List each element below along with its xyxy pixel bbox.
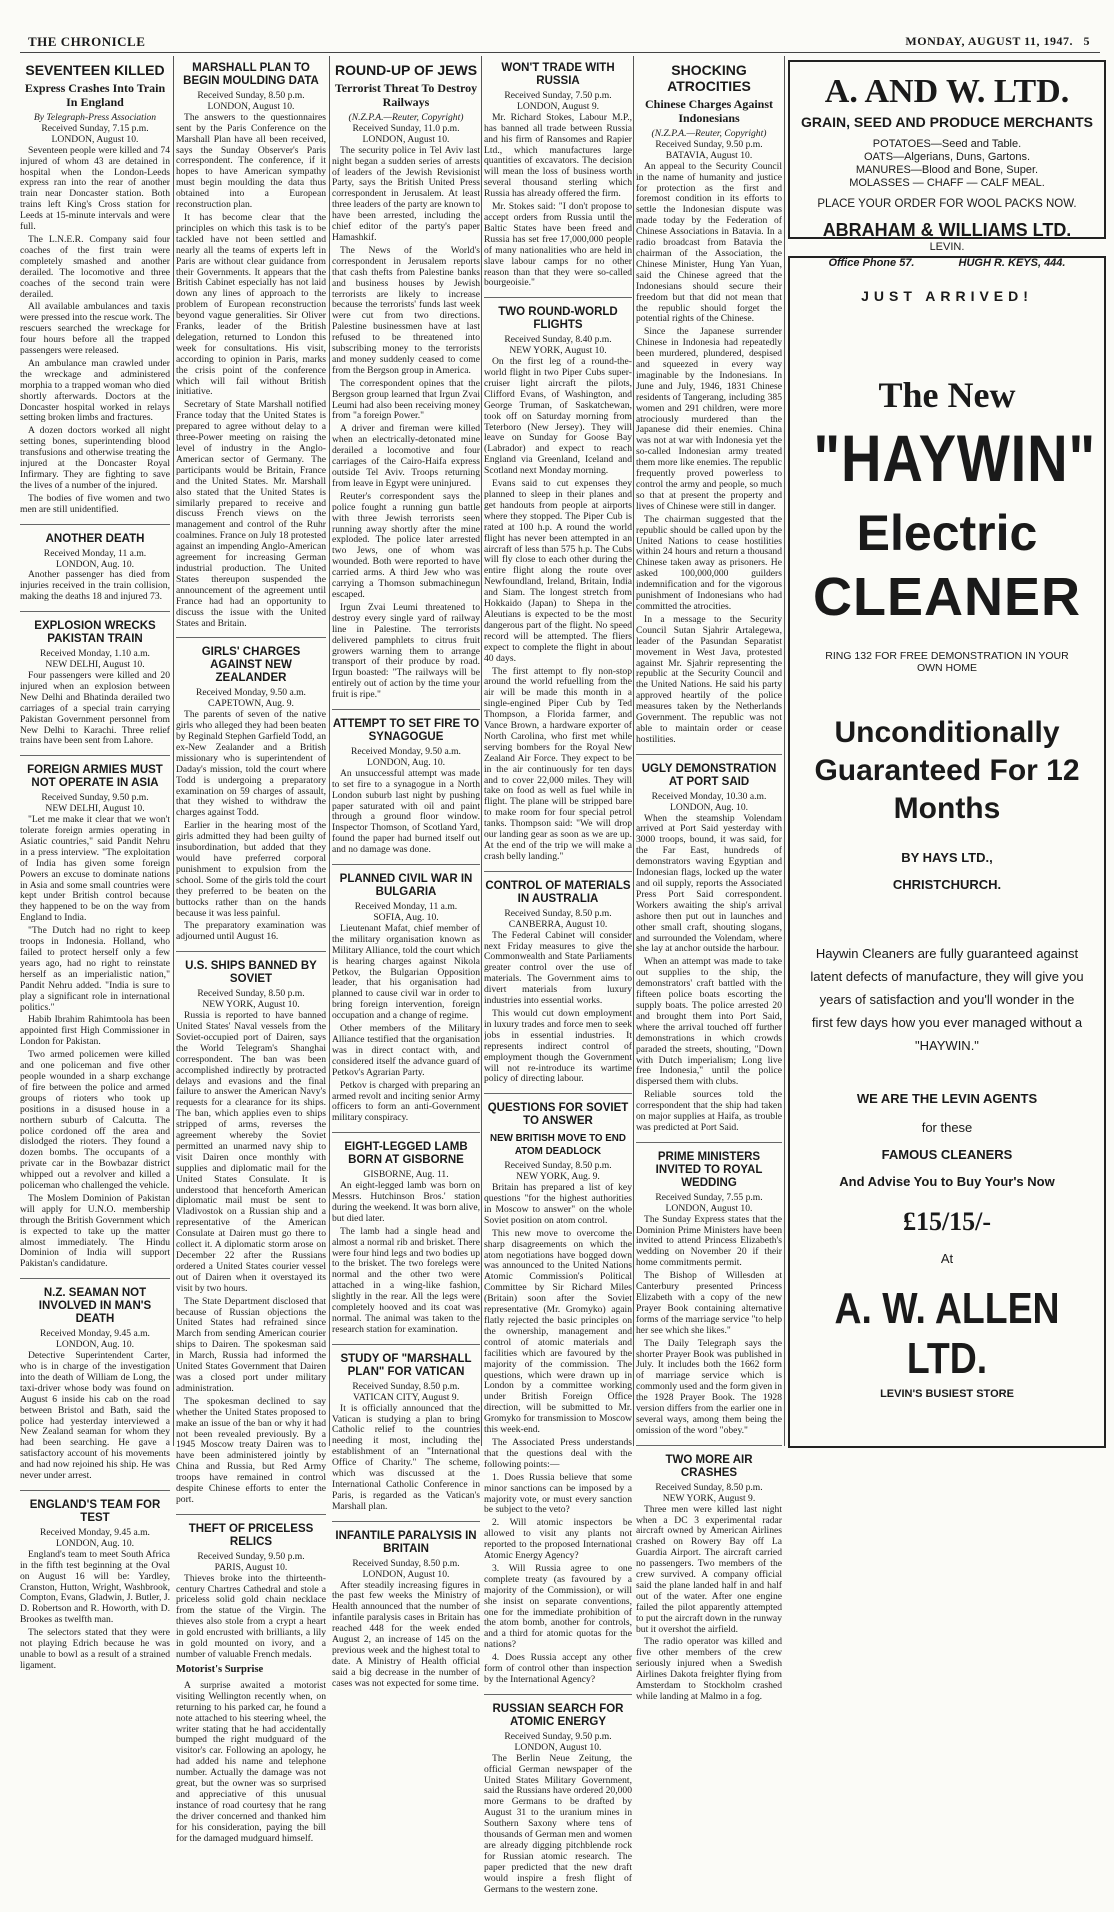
paper-name: THE CHRONICLE [28, 34, 146, 49]
credit: (N.Z.P.A.—Reuter, Copyright) [651, 128, 767, 139]
ad-town: LEVIN. [929, 241, 965, 253]
advertisement-abraham-williams [788, 60, 1106, 269]
paragraph: England's team to meet South Africa in the fifth test beginning at the Oval on August 16 will be: Yardley, Cranston, Hutton, Wright, Washbrook, Compton, Evans, Gladwin, J. Butler, J. D. Robertson and R. Howorth, with D. Brookes as twelfth man. [20, 1548, 170, 1626]
article-russian-atomic [484, 1703, 632, 1904]
paragraph: Earlier in the hearing most of the girls admitted they had been guilty of insubordination, but added that they would have preferred corporal punishment to expulsion from the school. Some of the girls told the court they preferred to be beaten on the buttocks rather than on the hands because it was less painful. [176, 820, 326, 919]
dateline: CANBERRA, August 10. [508, 918, 608, 930]
paragraph: This new move to overcome the sharp disagreements on which the atom negotiations have bogged down was announced to the United Nations Atomic Commission's Political Committee by Sir Richard Miles (Britain) soon after the Soviet representative (Mr. Gromyko) again flatly rejected the basic principles on the ownership, management and control of atomic materials and facilities which are favoured by the majority of the commission. The questions, which were drawn up in London by a committee working under British Foreign Office direction, will be submitted to Mr. Gromyko for transmission to Moscow this week-end. [484, 1227, 632, 1436]
headline: PRIME MINISTERS INVITED TO ROYAL WEDDING [655, 1150, 763, 1189]
article-port-said [636, 763, 782, 1143]
paragraph: Irgun Zvai Leumi threatened to destroy every single yard of railway line in Palestine. The terrorists delivered pamphlets to citrus fruit growers warning them to arrange transport of their produce by road. Irgun boasted: "The railways will be entirely out of action by the time your fruit is ripe." [332, 601, 480, 701]
paragraph: Mr. Stokes said: "I don't propose to accept orders from Russia until the Baltic States have been freed and Russia has set free 17,000,000 people of many nationalities who are held in slave labour camps for no other reason than that they were so-called bourgeoisie." [484, 201, 632, 289]
dateline: LONDON, Aug. 10. [55, 1537, 135, 1549]
received-time: Received Monday, 11 a.m. [43, 547, 147, 559]
paragraph: A dozen doctors worked all night setting bones, superintending blood transfusions and otherwise treating the injured at the Doncaster Royal Infirmary. They are fighting to save the lives of a number of the injured. [20, 425, 170, 491]
paragraph: The answers to the questionnaires sent by the Paris Conference on the Marshall Plan have all been received, says the Sunday Observer's Paris correspondent. The conference, if it hopes to have American sympathy must begin moulding the data thus obtained into a European reconstruction plan. [176, 111, 326, 211]
paragraph: 3. Will Russia agree to one complete treaty (as favoured by a majority of the Commission), or will she insist on separate conventions, one for the immediate prohibition of the atom bomb, another for controls, and a third for atomic quotas for the nations? [484, 1562, 632, 1651]
ad-line: MOLASSES — CHAFF — CALF MEAL. [849, 177, 1045, 189]
received-time: Received Sunday, 8.50 p.m. [655, 1481, 763, 1493]
paragraph: An eight-legged lamb was born on Messrs. Hutchinson Bros.' station during the weekend. It was born alive, but died later. [332, 1180, 480, 1224]
column-rule [784, 56, 785, 1446]
paragraph: 4. Does Russia accept any other form of control other than inspection by the International Agency? [484, 1652, 632, 1685]
article-roundup-jews [332, 62, 480, 710]
date-text: MONDAY, AUGUST 11, 1947. [905, 34, 1073, 48]
ad-advise: And Advise You to Buy Your's Now [839, 1174, 1055, 1189]
masthead [20, 34, 1100, 53]
received-time: Received Monday, 9.45 a.m. [40, 1328, 150, 1340]
ad-store-tagline: LEVIN'S BUSIEST STORE [880, 1388, 1014, 1400]
received-time: Received Monday, 10.30 a.m. [651, 790, 767, 802]
credit: (N.Z.P.A.—Reuter, Copyright) [348, 112, 464, 123]
dateline: LONDON, Aug. 10. [669, 801, 749, 813]
paragraph: Two armed policemen were killed and one policeman and five other people wounded in a sharp exchange of fire between the police and armed groups of rioters who took up positions in a disused house in a northern suburb of Calcutta. The police cordoned off the area and dislodged the rioters. They found a dozen bombs. The occupants of a private car in the Bowbazar district whipped out a revolver and killed a policeman who challenged the vehicle. [20, 1049, 170, 1192]
headline: ATTEMPT TO SET FIRE TO SYNAGOGUE [332, 718, 480, 744]
article-england-team [20, 1499, 170, 1680]
paragraph: It is officially announced that the Vatican is studying a plan to bring Catholic relief to the countries needing it most, including the establishment of an "International Office of Charity." The scheme, which was discussed at the International Catholic Conference in Paris, is regarded as the Vatican's Marshall plan. [332, 1402, 480, 1512]
dateline: PARIS, August 10. [214, 1561, 288, 1573]
dateline: LONDON, Aug. 10. [55, 558, 135, 570]
paragraph: The lamb had a single head and almost a normal rib and brisket. There were four hind legs and two bodies up to the brisket. The two forelegs were normal and the other two were attached in a wing-like fashion, slightly in the rear. All the legs were completely hooved and its coat was normal. The animal was taken to the research station for examination. [332, 1225, 480, 1335]
article-marshall-plan [176, 62, 326, 638]
received-time: Received Sunday, 8.50 p.m. [197, 90, 305, 101]
ad-phone: Office Phone 57. [828, 257, 915, 269]
paragraph: Since the Japanese surrender Chinese in Indonesia had repeatedly been murdered, plundered, despised and squeezed in every way imaginable by the Indonesians. In June and July, 1946, 1831 Chinese residents of Tangerang, including 385 women and 291 children, were more atrociously murdered than the Japanese did their enemies. China was not at war with Indonesia yet the so-called Indonesian army treated them more like enemies. The republic frequently proved powerless to control the army and people, so much so that at present the property and lives of Chinese were still in danger. [636, 326, 782, 512]
ad-brand: "HAYWIN" [813, 421, 1096, 495]
article-synagogue [332, 718, 480, 865]
dateline: CAPETOWN, Aug. 9. [208, 698, 294, 710]
page-number: 5 [1083, 34, 1090, 48]
received-time: Received Sunday, 7.50 p.m. [504, 90, 612, 101]
ad-city: CHRISTCHURCH. [892, 877, 1002, 892]
headline: U.S. SHIPS BANNED BY SOVIET [185, 960, 317, 986]
column-4 [484, 58, 632, 1912]
paragraph: A driver and fireman were killed when an electrically-detonated mine derailed a locomotive and four carriages of the Cairo-Haifa express outside Tel Aviv. Troops returning from leave in Egypt were uninjured. [332, 423, 480, 489]
ad-for-these: for these [921, 1120, 973, 1135]
received-time: Received Sunday, 8.50 p.m. [197, 988, 305, 1000]
headline: ENGLAND'S TEAM FOR TEST [29, 1498, 161, 1524]
paragraph: The Bishop of Willesden at Canterbury presented Princess Elizabeth with a copy of the new Prayer Book containing alternative forms of the marriage service "to help her see which she likes." [636, 1270, 782, 1336]
paragraph: The State Department disclosed that because of Russian objections the United States had refrained since March from sending American courier ships to Dairen. The spokesman said in March, Russia had informed the United States Government that Dairen was a closed port under military administration. [176, 1295, 326, 1394]
received-time: Received Monday, 1.10 a.m. [40, 648, 150, 660]
headline: FOREIGN ARMIES MUST NOT OPERATE IN ASIA [27, 764, 163, 790]
dateline: VATICAN CITY, August 9. [353, 1391, 459, 1403]
received-time: Received Sunday, 8.50 p.m. [352, 1380, 460, 1392]
column-rule [173, 56, 174, 1446]
received-time: Received Sunday, 9.50 p.m. [655, 138, 763, 150]
paragraph: It has become clear that the principles on which this task is to be tackled have not been settled and nearly all the teams of experts left in Paris are without clear guidance from their Governments. It appears that the British Cabinet especially has not laid down any lines of approach to the problem of European reconstruction beyond vague generalities. Sir Oliver Franks, leader of the British delegation, returned to London this week for consultations. His visit, according to opinion in Paris, marks the crisis point of the conference which will fail without British initiative. [176, 211, 326, 398]
ad-body: Haywin Cleaners are fully guaranteed against latent defects of manufacture, they will give you years of satisfaction and you'll wonder in the first few days how you ever managed without a "HAYWIN." [810, 946, 1084, 1053]
headline: N.Z. SEAMAN NOT INVOLVED IN MAN'S DEATH [38, 1287, 152, 1326]
ad-title: A. AND W. LTD. [824, 73, 1070, 110]
article-control-materials [484, 880, 632, 1095]
headline: INFANTILE PARALYSIS IN BRITAIN [335, 1529, 477, 1555]
dateline: LONDON, August 10. [362, 1568, 450, 1580]
issue-date [905, 34, 1090, 49]
paragraph: Britain has prepared a list of key questions "for the highest authorities in Moscow to answer" on the whole Soviet position on atom control. [484, 1182, 632, 1226]
paragraph: The selectors stated that they were not playing Edrich because he was unable to bowl as a result of a strained ligament. [20, 1627, 170, 1671]
article-another-death [20, 533, 170, 613]
received-time: Received Monday, 9.50 a.m. [351, 746, 461, 758]
paragraph: Another passenger has died from injuries received in the train collision, making the deaths 18 and injured 73. [20, 569, 170, 603]
headline: QUESTIONS FOR SOVIET TO ANSWER [487, 1102, 629, 1128]
paragraph: The Berlin Neue Zeitung, the official German newspaper of the United States Military Government, said the Russians have ordered 20,000 more Germans to be drafted by August 31 to the uranium mines in Southern Saxony where tens of thousands of German men and women are already digging pitchblende rock for Russian atomic research. The paper predicted that the new draft would inspire a fresh flight of Germans to the western zone. [484, 1752, 632, 1895]
received-time: Received Monday, 9.45 a.m. [40, 1526, 150, 1538]
paragraph: Three men were killed last night when a DC 3 experimental radar aircraft owned by American Airlines crashed on Rowery Bay off La Guardia Airport. The aircraft carried no passengers. Two members of the crew survived. A company official said the plane landed half in and half out of the water. After one engine failed the pilot apparently attempted to put the aircraft down in the runway but it overshot the airfield. [636, 1503, 782, 1635]
dateline: BATAVIA, August 10. [665, 149, 753, 161]
headline: UGLY DEMONSTRATION AT PORT SAID [641, 762, 777, 788]
received-time: Received Sunday, 9.50 p.m. [41, 792, 149, 804]
dateline: NEW YORK, Aug. 9. [516, 1171, 600, 1183]
paragraph: Reuter's correspondent says the police fought a running gun battle with three Jewish terrorists seen running away shortly after the mine exploded. The police later arrested two Jews, one of whom was wounded. Both were reported to have carried arms. A third Jew who was carrying a Thomson submachinegun escaped. [332, 490, 480, 600]
article-bulgaria [332, 873, 480, 1133]
dateline: NEW YORK, August 9. [662, 1492, 756, 1504]
subheadline: NEW BRITISH MOVE TO END ATOM DEADLOCK [490, 1133, 626, 1158]
column-rule [481, 56, 482, 1446]
headline: ANOTHER DEATH [45, 532, 145, 545]
paragraph: The security police in Tel Aviv last night began a sudden series of arrests of leaders of the Jewish Revisionist Party, says the British United Press correspondent in Jerusalem. At least three leaders of the party are known to have been arrested, including the chief editor of the party's paper Hamashkif. [332, 144, 480, 243]
headline: SHOCKING ATROCITIES [667, 62, 751, 94]
paragraph: The Sunday Express states that the Dominion Prime Ministers have been invited to attend Princess Elizabeth's wedding on November 20 if their home commitments permit. [636, 1213, 782, 1269]
article-royal-wedding [636, 1151, 782, 1446]
paragraph: The radio operator was killed and five other members of the crew seriously injured when a Swedish Airlines Dakota freighter flying from Amsterdam to Stockholm crashed while landing at Malmo in a fog. [636, 1636, 782, 1702]
received-time: Received Sunday, 8.50 p.m. [504, 907, 612, 919]
paragraph: The Daily Telegraph says the shorter Prayer Book was published in July. It includes both the 1662 form of marriage service which is commonly used and the form given in the 1928 Prayer Book. The 1928 version differs from the earlier one in several ways, among them being the omission of the word "obey." [636, 1337, 782, 1436]
article-eight-legged-lamb [332, 1141, 480, 1345]
paragraph: The bodies of five women and two men are still unidentified. [20, 492, 170, 515]
subheadline: Terrorist Threat To Destroy Railways [334, 81, 478, 109]
headline: WON'T TRADE WITH RUSSIA [501, 62, 615, 87]
article-foreign-armies [20, 764, 170, 1279]
ad-line: POTATOES—Seed and Table. [872, 138, 1022, 150]
ad-line: OATS—Algerians, Duns, Gartons. [863, 151, 1031, 163]
headline: TWO ROUND-WORLD FLIGHTS [498, 306, 618, 332]
received-time: Received Sunday, 8.50 p.m. [504, 1160, 612, 1172]
paragraph: Habib Ibrahim Rahimtoola has been appointed first High Commissioner in London for Pakistan. [20, 1014, 170, 1048]
received-time: Received Sunday, 7.15 p.m. [41, 122, 149, 134]
paragraph: The Associated Press understands that the questions deal with the following points:— [484, 1436, 632, 1470]
ad-banner: JUST ARRIVED! [861, 288, 1033, 304]
headline: ROUND-UP OF JEWS [334, 62, 478, 78]
paragraph: Petkov is charged with preparing an armed revolt and inciting senior Army officers to form an anti-Government military conspiracy. [332, 1079, 480, 1124]
column-rule [633, 56, 634, 1446]
paragraph: Russia is reported to have banned United States' Naval vessels from the Soviet-occupied port of Dairen, says the World Telegram's Shanghai correspondent. The ban was been accomplished indirectly by protracted delays and evasions and the final failure to answer the American Navy's requests for a clearance for its ships. The ban, which applies even to ships stripped of arms, reverses the agreement whereby the Soviet permitted an unarmed navy ship to visit Dairen once monthly with supplies and diplomatic mail for the United States Consulate. It is understood that henceforth American diplomatic mail must be sent to Vladivostok on a Russian ship and a representative of the American Consulate at Dairen must go there to collect it. A diplomatic storm arose on December 22 after the Russians ordered a United States courier vessel out of Dairen when it overstayed its visit by two hours. [176, 1010, 326, 1294]
ad-guarantee: Unconditionally Guaranteed For 12 Months [814, 716, 1080, 825]
dateline: LONDON, Aug. 10. [366, 756, 446, 768]
dateline: LONDON, August 10. [362, 133, 450, 145]
paragraph: The correspondent opines that the Bergson group learned that Irgun Zvai Leumi had also been receiving money from "a foreign Power." [332, 377, 480, 422]
paragraph: Mr. Richard Stokes, Labour M.P., has banned all trade between Russia and his firm of Ransomes and Rapier Ltd., which manufactures large quantities of excavators. The decision will mean the loss of business worth several thousand sterling which Russia has already offered the firm. [484, 111, 632, 200]
paragraph: 1. Does Russia believe that some minor sanctions can be imposed by a majority vote, or must every sanction be subject to the veto? [484, 1471, 632, 1516]
headline: RUSSIAN SEARCH FOR ATOMIC ENERGY [492, 1702, 624, 1728]
headline: SEVENTEEN KILLED [25, 62, 165, 78]
headline: THEFT OF PRICELESS RELICS [188, 1522, 314, 1548]
paragraph: "Let me make it clear that we won't tolerate foreign armies operating in Asiatic countries," said Pandit Nehru in a press interview. "The exploitation of India has given some foreign Powers an excuse to dominate nations in Asia and some small countries were kept under British control because they happened to be on the way from England to India. [20, 814, 170, 924]
paragraph: Four passengers were killed and 20 injured when an explosion between New Delhi and Bhatinda derailed two carriages of a special train carrying Pakistan Government personnel from New Delhi to Karachi. Three relief trains have been sent from Lahore. [20, 669, 170, 747]
article-nz-seaman [20, 1287, 170, 1491]
paragraph: The spokesman declined to say whether the United States proposed to make an issue of the ban or why it had not been revealed previously. By a 1945 Moscow treaty Dairen was to have been administered jointly by China and Russia, but Red Army troops have remained in control despite Chinese efforts to enter the port. [176, 1395, 326, 1505]
article-us-ships [176, 960, 326, 1515]
article-explosion-pakistan [20, 620, 170, 756]
dateline: GISBORNE, Aug. 11. [363, 1169, 449, 1181]
article-questions-soviet [484, 1102, 632, 1695]
dateline: LONDON, August 10. [207, 100, 295, 112]
dateline: LONDON, August 9. [516, 100, 600, 112]
ad-dealer: A. W. ALLEN LTD. [834, 1284, 1060, 1383]
subheadline: Motorist's Surprise [176, 1663, 264, 1675]
article-wont-trade [484, 62, 632, 298]
paragraph: Secretary of State Marshall notified France today that the United States is prepared to agree without delay to a three-Power meeting on raising the level of industry in the Anglo-American sector of Germany. The participants would be Britain, France and the United States. Mr. Marshall also stated that the United States is similarly prepared to receive and discuss French views on the management and control of the Ruhr coalmines. France on July 18 protested against an impending Anglo-American agreement for increasing German industrial production. The United States thereupon suspended the announcement of the agreement until France had had an opportunity to discuss the issue with the United States and Britain. [176, 399, 326, 629]
paragraph: Evans said to cut expenses they planned to sleep in their planes and get handouts from people at airports where they stopped. The Piper Cub is rated at 100 h.p. A round the world flight has never been attempted in an aircraft of less than 575 h.p. The Cubs will fly close to each other during the entire flight along the route over Newfoundland, Ireland, Britain, India and Siam. The longest stretch from Hokkaido (Japan) to Shepa in the Aleutians is expected to be the most dangerous part of the flight. No speed record will be attempted. The fliers expect to complete the flight in about 40 days. [484, 478, 632, 664]
ad-manager: HUGH R. KEYS, 444. [958, 257, 1066, 269]
ad-the-new: The New [878, 375, 1016, 415]
paragraph: An appeal to the Security Council in the name of humanity and justice for protection as the first and foremost condition in its efforts to settle the Indonesian dispute was made today by the Federation of Chinese Associations in Batavia. In a radio broadcast from Batavia the chairman of the Association, the Chinese Minister, Hung Yan Yuan, said the Chinese agreed that the Indonesians should secure their freedom but that did not mean that the republic should forget the potential rights of the Chinese. [636, 160, 782, 325]
article-girls-charges [176, 646, 326, 952]
article-round-world-flights [484, 306, 632, 872]
ad-firm-name: ABRAHAM & WILLIAMS LTD. [822, 220, 1072, 240]
dateline: LONDON, August 10. [514, 1741, 602, 1753]
received-time: Received Monday, 9.50 a.m. [196, 687, 306, 699]
headline: STUDY OF "MARSHALL PLAN" FOR VATICAN [340, 1352, 472, 1378]
dateline: LONDON, August 10. [51, 133, 139, 145]
ad-agents: WE ARE THE LEVIN AGENTS [856, 1091, 1038, 1106]
paragraph: On the first leg of a round-the-world flight in two Piper Cubs super-cruiser light aircraft the pilots, Clifford Evans, of Washington, and George Truman, of Saskatchewan, took off on Saturday morning from Teterboro (New Jersey). They will leave on Sunday for Goose Bay (Labrador) and expect to reach England via Greenland, Iceland and Scotland next Monday morning. [484, 356, 632, 477]
dateline: NEW YORK, August 10. [509, 345, 607, 357]
paragraph: Other members of the Military Alliance testified that the organisation was in direct contact with, and considered itself the advance guard of Petkov's Agrarian Party. [332, 1023, 480, 1078]
ad-ring-demo: RING 132 FOR FREE DEMONSTRATION IN YOUR OWN HOME [825, 650, 1069, 674]
ad-at: At [940, 1251, 954, 1266]
received-time: Received Sunday, 11.0 p.m. [352, 122, 460, 134]
paragraph: The first attempt to fly non-stop around the world refuelling from the air will be made this month in a single-engined Piper Cub by Ted Thompson, a Florida farmer, and Vance Brown, a hardware exporter of North Carolina, who first met while serving bombers for the Royal New Zealand Air Force. They expect to be in the air continuously for ten days and to cover 22,000 miles. They will take on food as well as fuel while in flight. The plane will be stripped bare to make room for four special petrol tanks. Thompson said: "We will drop our landing gear as soon as we are up. At the end of the trip we will make a crash belly landing." [484, 665, 632, 862]
column-5 [636, 58, 782, 1719]
article-seventeen-killed [20, 62, 170, 525]
headline: MARSHALL PLAN TO BEGIN MOULDING DATA [183, 62, 319, 87]
headline: GIRLS' CHARGES AGAINST NEW ZEALANDER [201, 646, 301, 685]
received-time: Received Sunday, 9.50 p.m. [197, 1550, 305, 1562]
column-3 [332, 58, 480, 1706]
paragraph: The News of the World's correspondent in Jerusalem reports that cash thefts from Palestine banks and business houses by Jewish terrorists are likely to increase because the terrorists' funds last week were cut from two directions. Palestine businessmen have at last refused to be threatened into subscribing money to the terrorists and money suddenly ceased to come from the Bergson group in America. [332, 244, 480, 376]
dateline: NEW DELHI, August 10. [45, 803, 145, 815]
received-time: Received Monday, 11 a.m. [354, 901, 458, 913]
paragraph: Seventeen people were killed and 74 injured of whom 43 are detained in hospital when the London-Leeds express ran into the rear of another train near Doncaster station. Both trains left King's Cross station for Leeds at 15-minute intervals and were full. [20, 144, 170, 233]
dateline: SOFIA, Aug. 10. [373, 912, 439, 923]
paragraph: Reliable sources told the correspondent that the ship had taken on major supplies at Haifa, as trouble was predicted at Port Said. [636, 1089, 782, 1133]
ad-subtitle: GRAIN, SEED AND PRODUCE MERCHANTS [801, 114, 1093, 130]
article-air-crashes [636, 1454, 782, 1711]
paragraph: The Federal Cabinet will consider next Friday measures to give the Commonwealth and State Parliaments greater control over the use of materials. The Government aims to divert materials from luxury industries into essential works. [484, 929, 632, 1007]
article-infantile-paralysis [332, 1530, 480, 1698]
paragraph: Lieutenant Mafat, chief member of the military organisation known as Military Alliance, told the court which is hearing charges against Nikola Petkov, the Bulgarian Opposition leader, that his organisation had planned to cause civil war in order to bring foreign intervention, foreign occupation and a change of regime. [332, 922, 480, 1022]
paragraph: The chairman suggested that the republic should be called upon by the United Nations to cease hostilities within 24 hours and return a thousand Chinese taken away as prisoners. He asked 100,000,000 guilders indemnification and for the vigorous punishment of Indonesians who had committed the atrocities. [636, 513, 782, 612]
column-rule [329, 56, 330, 1446]
ad-electric: Electric [856, 505, 1038, 561]
paragraph: Detective Superintendent Carter, who is in charge of the investigation into the death of William de Long, the taxi-driver whose body was found on August 6 inside his cab on the road between Bristol and Bath, said the police had yesterday interviewed a New Zealand seaman for whom they had been searching. He gave a satisfactory account of his movements and had now rejoined his ship. He was never under arrest. [20, 1350, 170, 1482]
subheadline: Express Crashes Into Train In England [24, 81, 166, 109]
received-time: Received Sunday, 9.50 p.m. [504, 1730, 612, 1742]
paragraph: The parents of seven of the native girls who alleged they had been beaten by Reginald Stephen Garfield Todd, an ex-New Zealander and a British missionary who is superintendent of Daday's mission, told the court where Todd is undergoing a preparatory examination on 59 charges of assault, that they wished to withdraw the charges against Todd. [176, 709, 326, 819]
paragraph: When the steamship Volendam arrived at Port Said yesterday with 3000 troops, bound, it was said, for the Far East, hundreds of demonstrators waving Egyptian and Indonesian flags, locked up the water and oil supply, reports the Associated Press Port Said correspondent. Workers awaiting the ship's arrival ashore then put out in launches and other small craft, shouting slogans, and surrounded the Volendam, where she lay at anchor outside the harbour. [636, 812, 782, 955]
ad-price: £15/15/- [902, 1207, 992, 1236]
ad-cleaner: CLEANER [812, 567, 1081, 627]
paragraph: The Moslem Dominion of Pakistan will apply for U.N.O. membership through the British Government which is expected to take up the matter almost immediately. The Hindu Dominion of India will support Pakistan's candidature. [20, 1192, 170, 1270]
ad-maker: BY HAYS LTD., [901, 850, 993, 865]
ad-famous: FAMOUS CLEANERS [881, 1147, 1013, 1162]
received-time: Received Sunday, 8.40 p.m. [504, 334, 612, 346]
paragraph: The L.N.E.R. Company said four coaches of the first train were completely smashed and another derailed. The locomotive and three coaches of the second train were derailed. [20, 233, 170, 300]
paragraph: All available ambulances and taxis were pressed into the rescue work. The rescuers searched the wreckage for four hours before all the trapped passengers were released. [20, 301, 170, 357]
paragraph: In a message to the Security Council Sutan Sjahrir Artalegewa, leader of the Pasundan Separatist movement in West Java, protested against Mr. Sjahrir representing the republic at the Security Council and the United Nations. He said his party approved heartily of the police measures taken by the Netherlands Government. The republic was not able to maintain order or cease hostilities. [636, 613, 782, 745]
dateline: NEW DELHI, August 10. [45, 659, 145, 671]
headline: EIGHT-LEGGED LAMB BORN AT GISBORNE [344, 1141, 468, 1167]
dateline: LONDON, Aug. 10. [55, 1339, 135, 1351]
article-shocking-atrocities [636, 62, 782, 755]
advertisement-haywin [788, 256, 1106, 1448]
article-theft-relics [176, 1523, 326, 1853]
headline: TWO MORE AIR CRASHES [665, 1453, 753, 1479]
paragraph: Thieves broke into the thirteenth-century Chartres Cathedral and stole a priceless solid gold chain necklace from the statue of the Virgin. The thieves also stole from a crypt a heart in gold encrusted with brilliants, a lily in gold mounted on ivory, and a number of valuable French medals. [176, 1572, 326, 1660]
column-2 [176, 58, 326, 1861]
paragraph: When an attempt was made to take out supplies to the ship, the demonstrators' craft battled with the fifteen police boats escorting the supply boats. The police arrested 20 and brought them into Port Said, where the arrival touched off further demonstrations in which crowds paraded the streets, shouting, "Down with Dutch imperialism; Long live free Indonesia," until the police dispersed them with clubs. [636, 956, 782, 1088]
dateline: LONDON, August 10. [665, 1202, 753, 1214]
paragraph: After steadily increasing figures in the past few weeks the Ministry of Health announced that the number of infantile paralysis cases in Britain has reached 448 for the week ended August 2, an increase of 145 on the previous week and the highest total to date. A Ministry of Health official said a big decrease in the number of cases was not expected for some time. [332, 1579, 480, 1689]
paragraph: The preparatory examination was adjourned until August 16. [176, 920, 326, 943]
headline: CONTROL OF MATERIALS IN AUSTRALIA [485, 879, 631, 905]
paragraph: "The Dutch had no right to keep troops in Indonesia. Holland, who failed to protect herself only a few years ago, had no right to reinstate herself as an imperialistic nation," Pandit Nehru added. "India is sure to play a significant role in international politics." [20, 925, 170, 1013]
paragraph: An ambulance man crawled under the wreckage and administered morphia to a trapped woman who died shortly afterwards. Doctors at the Doncaster hospital worked in relays setting broken limbs and fractures. [20, 357, 170, 424]
article-vatican [332, 1353, 480, 1522]
dateline: NEW YORK, August 10. [202, 999, 300, 1011]
ad-call-to-action: PLACE YOUR ORDER FOR WOOL PACKS NOW. [817, 198, 1077, 210]
subheadline: Chinese Charges Against Indonesians [644, 97, 773, 125]
received-time: Received Sunday, 8.50 p.m. [352, 1557, 460, 1569]
headline: PLANNED CIVIL WAR IN BULGARIA [339, 873, 473, 899]
paragraph: This would cut down employment in luxury trades and force men to seek jobs in essential industries. It represents indirect control of employment though the Government will not re-introduce its wartime policy of directing labour. [484, 1007, 632, 1085]
paragraph: An unsuccessful attempt was made to set fire to a synagogue in a North London suburb last night by pushing paper saturated with oil and paint through a ground floor window. Inspector Thomson, of Scotland Yard, found the paper had burned itself out and no damage was done. [332, 767, 480, 856]
column-1 [20, 58, 170, 1688]
received-time: Received Sunday, 7.55 p.m. [655, 1191, 763, 1203]
headline: EXPLOSION WRECKS PAKISTAN TRAIN [34, 620, 156, 646]
paragraph: 2. Will atomic inspectors be allowed to visit any plants not reported to the proposed International Atomic Energy Agency? [484, 1517, 632, 1562]
ad-line: MANURES—Blood and Bone, Super. [855, 164, 1039, 176]
byline: By Telegraph-Press Association [33, 112, 157, 123]
paragraph: A surprise awaited a motorist visiting Wellington recently when, on returning to his parked car, he found a note attached to his steering wheel, the writer stating that he had accidentally bumped the right mudguard of the visitor's car. Following an apology, he had added his name and telephone number. Actually the damage was not great, but the owner was so surprised and appreciative of this unusual instance of road courtesy that he rang the driver concerned and thanked him for his consideration, paying the bill for the damaged mudguard himself. [176, 1679, 326, 1844]
